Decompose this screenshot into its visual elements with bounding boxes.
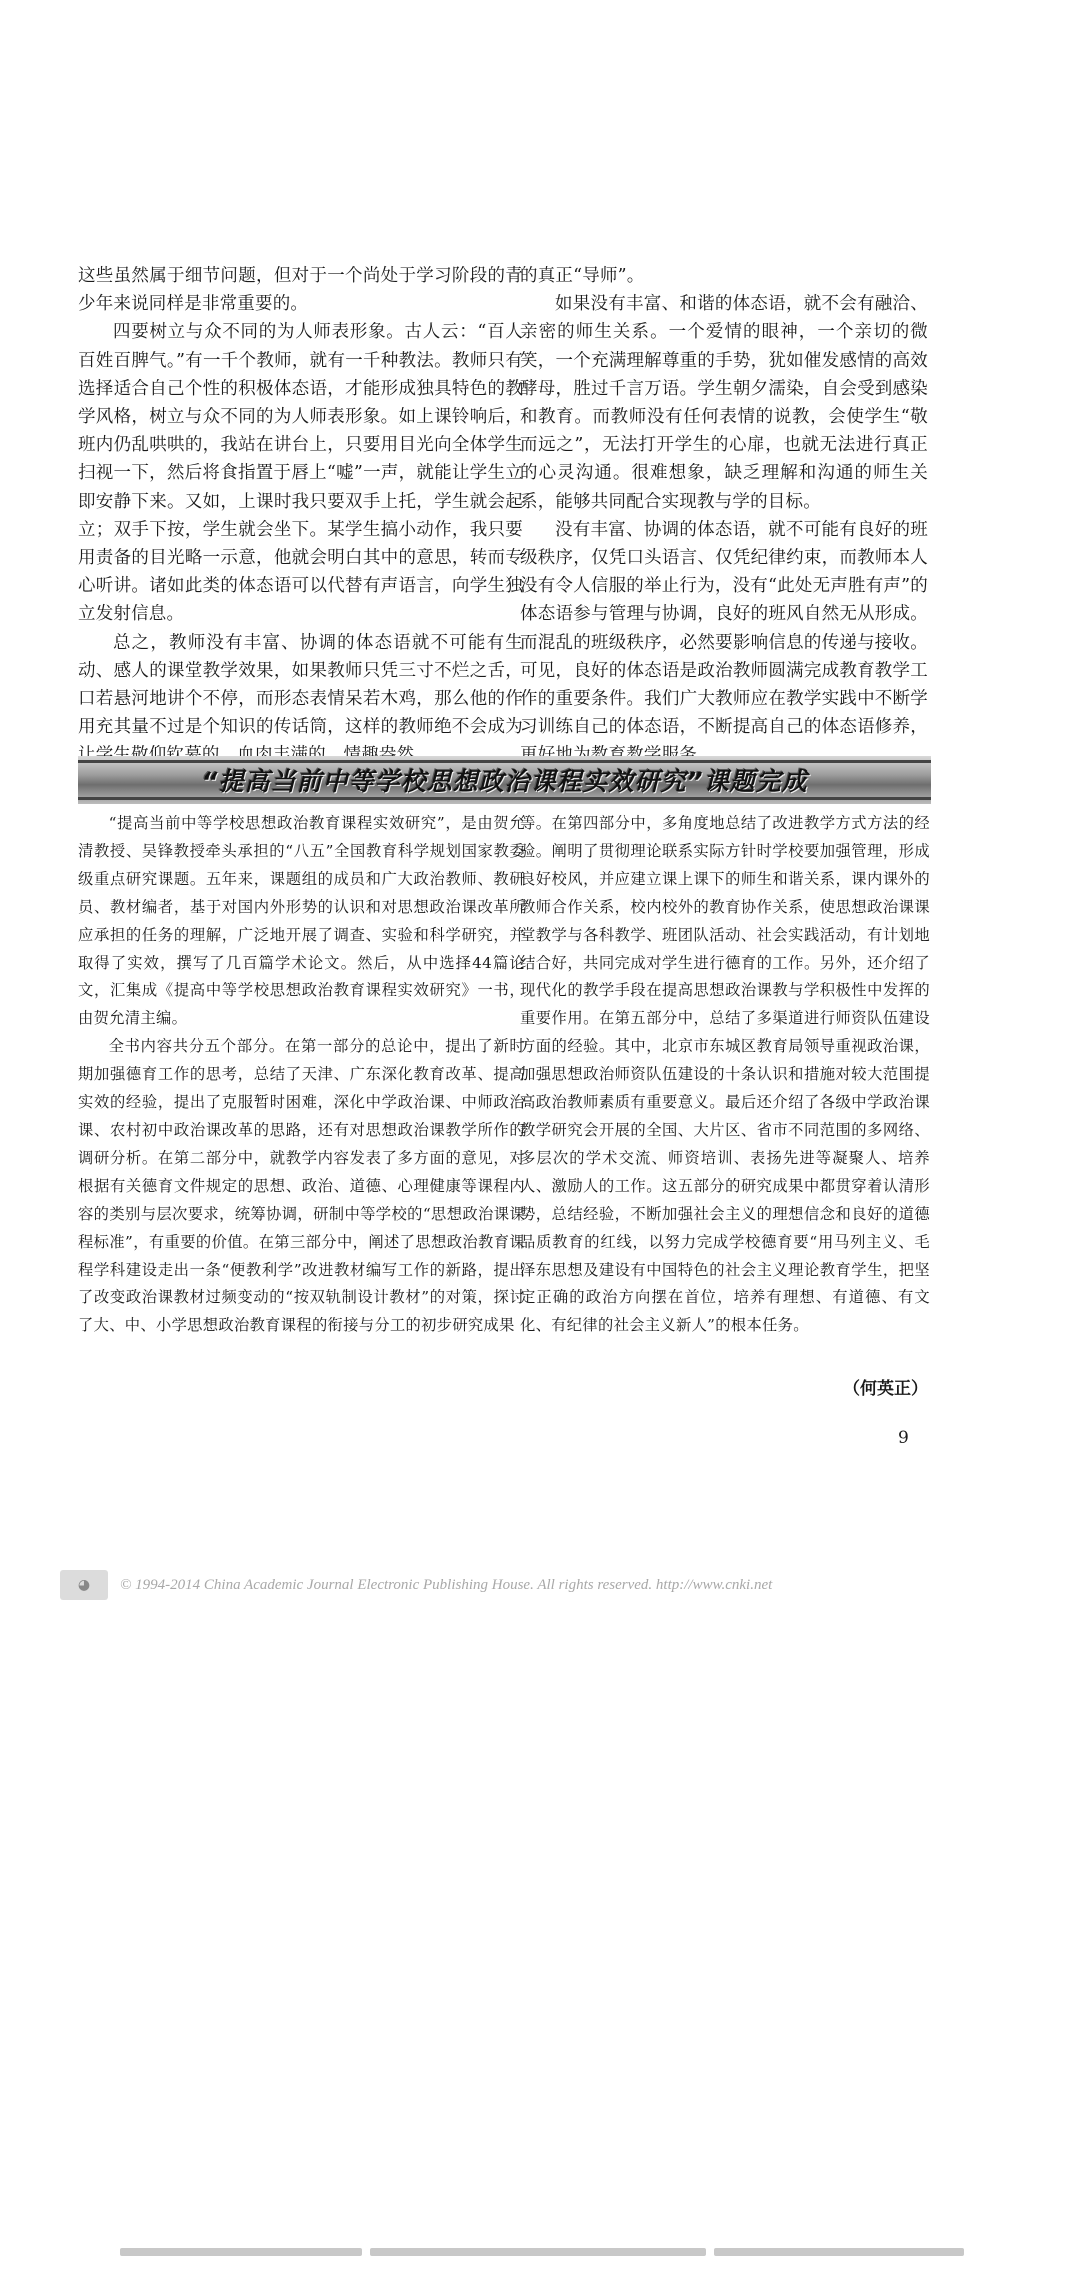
- paragraph: 没有丰富、协调的体态语，就不可能有良好的班级秩序，仅凭口头语言、仅凭纪律约束，而教师本人没有令人信服的举止行为，没有“此处无声胜有声”的体态语参与管理与协调，良好的班风自然无从形成。而混乱的班级秩序，必然要影响信息的传递与接收。可见，良好的体态语是政治教师圆满完成教育教学工作的重要条件。我们广大教师应在教学实践中不断学习训练自己的体态语，不断提高自己的体态语修养，: [520, 519, 928, 738]
- author-credit: （何英正）: [843, 1379, 928, 1399]
- cnki-logo-icon: ◕: [60, 1570, 108, 1600]
- paragraph: 的真正“导师”。: [520, 266, 645, 286]
- top-right-column: [520, 262, 928, 770]
- paragraph: 全书内容共分五个部分。在第一部分的总论中，提出了新时期加强德育工作的思考，总结了天津、广东深化教育改革、提高实效的经验，提出了克服暂时困难，深化中学政治课、中师政治课、农村初中政治课改革的思路，还有对思想政治课教学所作的调研分析。在第二部分中，就教学内容发表了多方面的意见，对根据有关德育文件规定的思想、政治、道德、心理健康等课程内容的类别与层次要求，统筹协调，研制中等学校的“思想政治课课程标准”，有重要的价值。在第三部分中，阐述了思想政治教育课程学科建设走出一条“便教利学”改进教材编写工作的新路，提出了改变政治课教材过频变动的“按双轨制设计教材”的对策，探讨了大、中、小学思想政治教育课程的衔接与分工的初步研究成果: [78, 1037, 525, 1335]
- paragraph: 四要树立与众不同的为人师表形象。古人云：“百人百姓百脾气。”有一千个教师，就有一千种教法。教师只有选择适合自己个性的积极体态语，才能形成独具特色的教学风格，树立与众不同的为人师表形象。如上课铃响后，班内仍乱哄哄的，我站在讲台上，只要用目光向全体学生扫视一下，然后将食指置于唇上“嘘”一声，就能让学生立即安静下来。又如，上课时我只要双手上托，学生就会起立；双手下按，学生就会坐下。某学生搞小动作，我只要用责备的目光略一示意，他就会明白其中的意思，转而专心听讲。诸如此类的体态语可以代替有声语言，向学生独立发射信息。: [78, 322, 523, 625]
- paragraph: 等。在第四部分中，多角度地总结了改进教学方式方法的经验。阐明了贯彻理论联系实际方针时学校要加强管理，形成良好校风，并应建立课上课下的师生和谐关系，课内课外的教师合作关系，校内校外的教育协作关系，使思想政治课课堂教学与各科教学、班团队活动、社会实践活动，有计划地结合好，共同完成对学生进行德育的工作。另外，还介绍了现代化的教学手段在提高思想政治课教与学积极性中发挥的重要作用。在第五部分中，总结了多渠道进行师资队伍建设方面的经验。其中，北京市东城区教育局领导重视政治课，加强思想政治师资队伍建设的十条认识和措施对较大范围提高政治教师素质有重要意义。最后还介绍了各级中学政治课教学研究会开展的全国、大片区、省市不同范围的多网络、多层次的学术交流、师资培训、表扬先进等凝聚人、培养人、激励人的工作。这五部分的研究成果中都贯穿着认清形势，总结经验，不断加强社会主义的理想信念和良好的道德品质教育的红线，以努力完成学校德育要“用马列主义、毛泽东思想及建设有中国特色的社会主义理论教育学生，把坚定正确的政治方向摆在首位，培养有理想、有道德、有文化、有纪律的社会主义新人”的根本任务。: [520, 814, 930, 1335]
- paragraph: “提高当前中等学校思想政治教育课程实效研究”，是由贺允清教授、吴锋教授牵头承担的“八五”全国教育科学规划国家教委级重点研究课题。五年来，课题组的成员和广大政治教师、教研员、教材编者，基于对国内外形势的认识和对思想政治课改革所应承担的任务的理解，广泛地开展了调查、实验和科学研究，并取得了实效，撰写了几百篇学术论文。然后，从中选择44篇论文，汇集成《提高中等学校思想政治教育课程实效研究》一书，由贺允清主编。: [78, 814, 525, 1028]
- top-left-column: [78, 262, 523, 770]
- bottom-left-column: [78, 810, 525, 1340]
- page-number: 9: [898, 1428, 909, 1448]
- paragraph: 如果没有丰富、和谐的体态语，就不会有融洽、亲密的师生关系。一个爱情的眼神，一个亲切的微笑，一个充满理解尊重的手势，犹如催发感情的高效酵母，胜过千言万语。学生朝夕濡染，自会受到感染和教育。而教师没有任何表情的说教，会使学生“敬而远之”，无法打开学生的心扉，也就无法进行真正的心灵沟通。很难想象，缺乏理解和沟通的师生关系，能够共同配合实现教与学的目标。: [520, 294, 928, 512]
- scroll-indicator[interactable]: [120, 2248, 362, 2256]
- scroll-indicator[interactable]: [370, 2248, 706, 2256]
- banner-title: “提高当前中等学校思想政治课程实效研究”课题完成: [201, 767, 808, 796]
- copyright-footer: [60, 1567, 960, 1603]
- copyright-text: © 1994-2014 China Academic Journal Electronic Publishing House. All rights reserved. http://www.cnki.net: [120, 1576, 773, 1593]
- paragraph: 这些虽然属于细节问题，但对于一个尚处于学习阶段的青少年来说同样是非常重要的。: [78, 266, 523, 315]
- bottom-right-column: [520, 810, 930, 1340]
- scroll-indicator[interactable]: [714, 2248, 964, 2256]
- section-banner: [78, 756, 931, 804]
- paragraph: 总之，教师没有丰富、协调的体态语就不可能有生动、感人的课堂教学效果，如果教师只凭三寸不烂之舌，口若悬河地讲个不停，而形态表情呆若木鸡，那么他的作用充其量不过是个知识的传话筒，这样的教师绝不会成为: [78, 632, 523, 738]
